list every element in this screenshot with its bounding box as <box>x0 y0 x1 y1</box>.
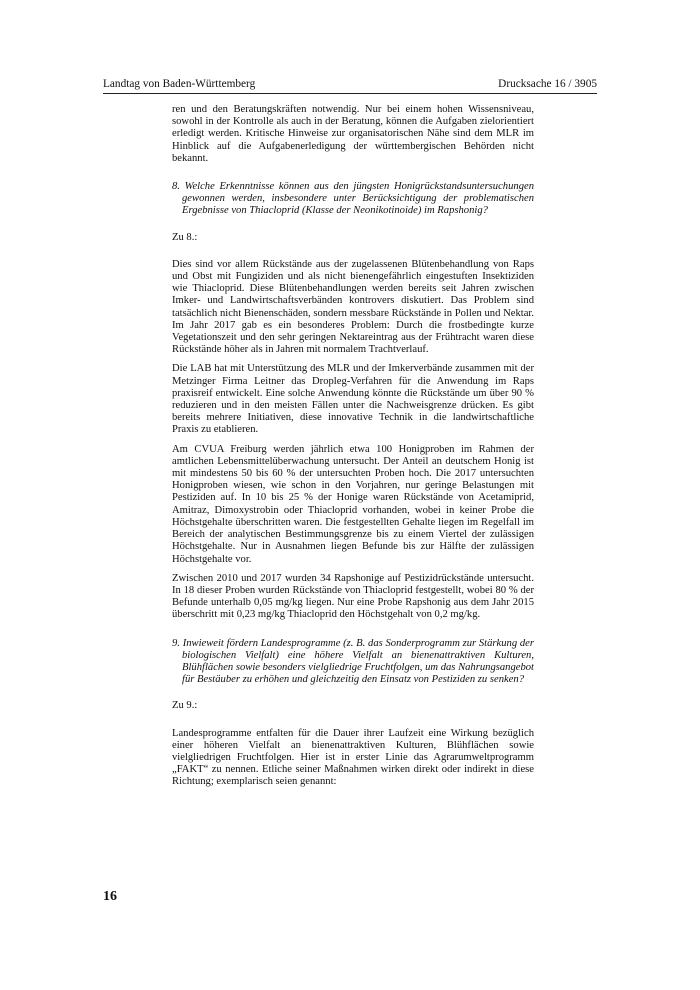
document-body <box>172 104 534 796</box>
answer-9-label: Zu 9.: <box>172 700 198 712</box>
answer-8-label: Zu 8.: <box>172 231 198 243</box>
answer-8-paragraph-1: Dies sind vor allem Rückstände aus der zugelassenen Blütenbehandlung von Raps und Obst mit Fungiziden und als nicht bienengefährlich eingestuften Insektiziden wie Thiacloprid. Diese Blütenbehandlungen werden bereits seit Jahren zwischen Imker- und Landwirtschaftsverbänden kontrovers diskutiert. Das Problem sind tatsächlich nicht Bienenschäden, sondern messbare Rückstände in Pollen und Nektar. Im Jahr 2017 gab es ein besonderes Problem: Durch die frostbedingte kurze Vegetationszeit und den sehr geringen Nektareintrag aus der Frühtracht waren diese Rückstände höher als in Jahren mit normalem Trachtverlauf. <box>172 258 534 356</box>
answer-8-paragraph-4: Zwischen 2010 und 2017 wurden 34 Rapshonige auf Pestizidrückstände untersucht. In 18 dieser Proben wurden Rückstände von Thiacloprid festgestellt, wobei 80 % der Befunde unterhalb 0,05 mg/kg liegen. Nur eine Probe Rapshonig aus dem Jahr 2015 überschritt mit 0,23 mg/kg Thiacloprid den Höchstgehalt von 0,2 mg/kg. <box>172 572 534 621</box>
answer-8-paragraph-2: Die LAB hat mit Unterstützung des MLR und der Imkerverbände zusammen mit der Metzinger Firma Leitner das Dropleg-Verfahren für die Anwendung im Raps praxisreif entwickelt. Eine solche Anwendung könnte die Rückstände um über 90 % reduzieren und in den meisten Fällen unter die Nachweisgrenze drücken. Es gibt bereits mehrere Initiativen, diese innovative Technik in die landwirtschaftliche Praxis zu etablieren. <box>172 363 534 436</box>
paragraph-continuation: ren und den Beratungskräften notwendig. Nur bei einem hohen Wissensniveau, sowohl in der Kontrolle als auch in der Beratung, können die Aufgaben zielorientiert erledigt werden. Kritische Hinweise zur organisatorischen Nähe sind dem MLR im Hinblick auf die Aufgabenerledigung der württembergischen Behörden nicht bekannt. <box>172 104 534 164</box>
page-number: 16 <box>103 889 117 904</box>
header-parliament: Landtag von Baden-Württemberg <box>103 78 256 90</box>
answer-8-paragraph-3: Am CVUA Freiburg werden jährlich etwa 100 Honigproben im Rahmen der amtlichen Lebensmittelüberwachung untersucht. Der Anteil an deutschem Honig ist mit mindestens 50 bis 60 % der untersuchten Proben hoch. Die 2017 untersuchten Honigproben wiesen, wie schon in den Vorjahren, nur geringe Belastungen mit Pestiziden auf. In 10 bis 25 % der Honige waren Rückstände von Acetamiprid, Amitraz, Dimoxystrobin oder Thiacloprid vorhanden, wobei in keiner Probe die Höchstgehalte überschritten waren. Die festgestellten Gehalte liegen im Regelfall im Bereich der analytischen Bestimmungsgrenze bis zu einem Viertel der zulässigen Höchstgehalte. Nur in Ausnahmen liegen Befunde bis zur Hälfte der zulässigen Höchstgehalte vor. <box>172 443 534 565</box>
question-9: 9. Inwieweit fördern Landesprogramme (z. B. das Sonderprogramm zur Stärkung der biologischen Vielfalt) eine höhere Vielfalt an bienenattraktiven Kulturen, Blühflächen sowie besonders vielgliedrige Fruchtfolgen, um das Nahrungsangebot für Bestäuber zu erhöhen und gleichzeitig den Einsatz von Pestiziden zu senken? <box>172 637 534 686</box>
header-rule <box>103 93 597 94</box>
answer-9-paragraph-1: Landesprogramme entfalten für die Dauer ihrer Laufzeit eine Wirkung bezüglich einer höheren Vielfalt an bienenattraktiven Kulturen, Blühflächen sowie vielgliedrigen Fruchtfolgen. Hier ist in erster Linie das Agrarumweltprogramm „FAKT“ zu nennen. Etliche seiner Maßnahmen wirken direkt oder indirekt in diese Richtung; exemplarisch seien genannt: <box>172 727 534 788</box>
question-8: 8. Welche Erkenntnisse können aus den jüngsten Honigrückstandsuntersuchungen gewonnen werden, insbesondere unter Berücksichtigung der problematischen Ergebnisse von Thiacloprid (Klasse der Neonikotinoide) im Rapshonig? <box>172 181 534 217</box>
header-document-number: Drucksache 16 / 3905 <box>498 78 597 90</box>
running-header <box>103 78 597 90</box>
